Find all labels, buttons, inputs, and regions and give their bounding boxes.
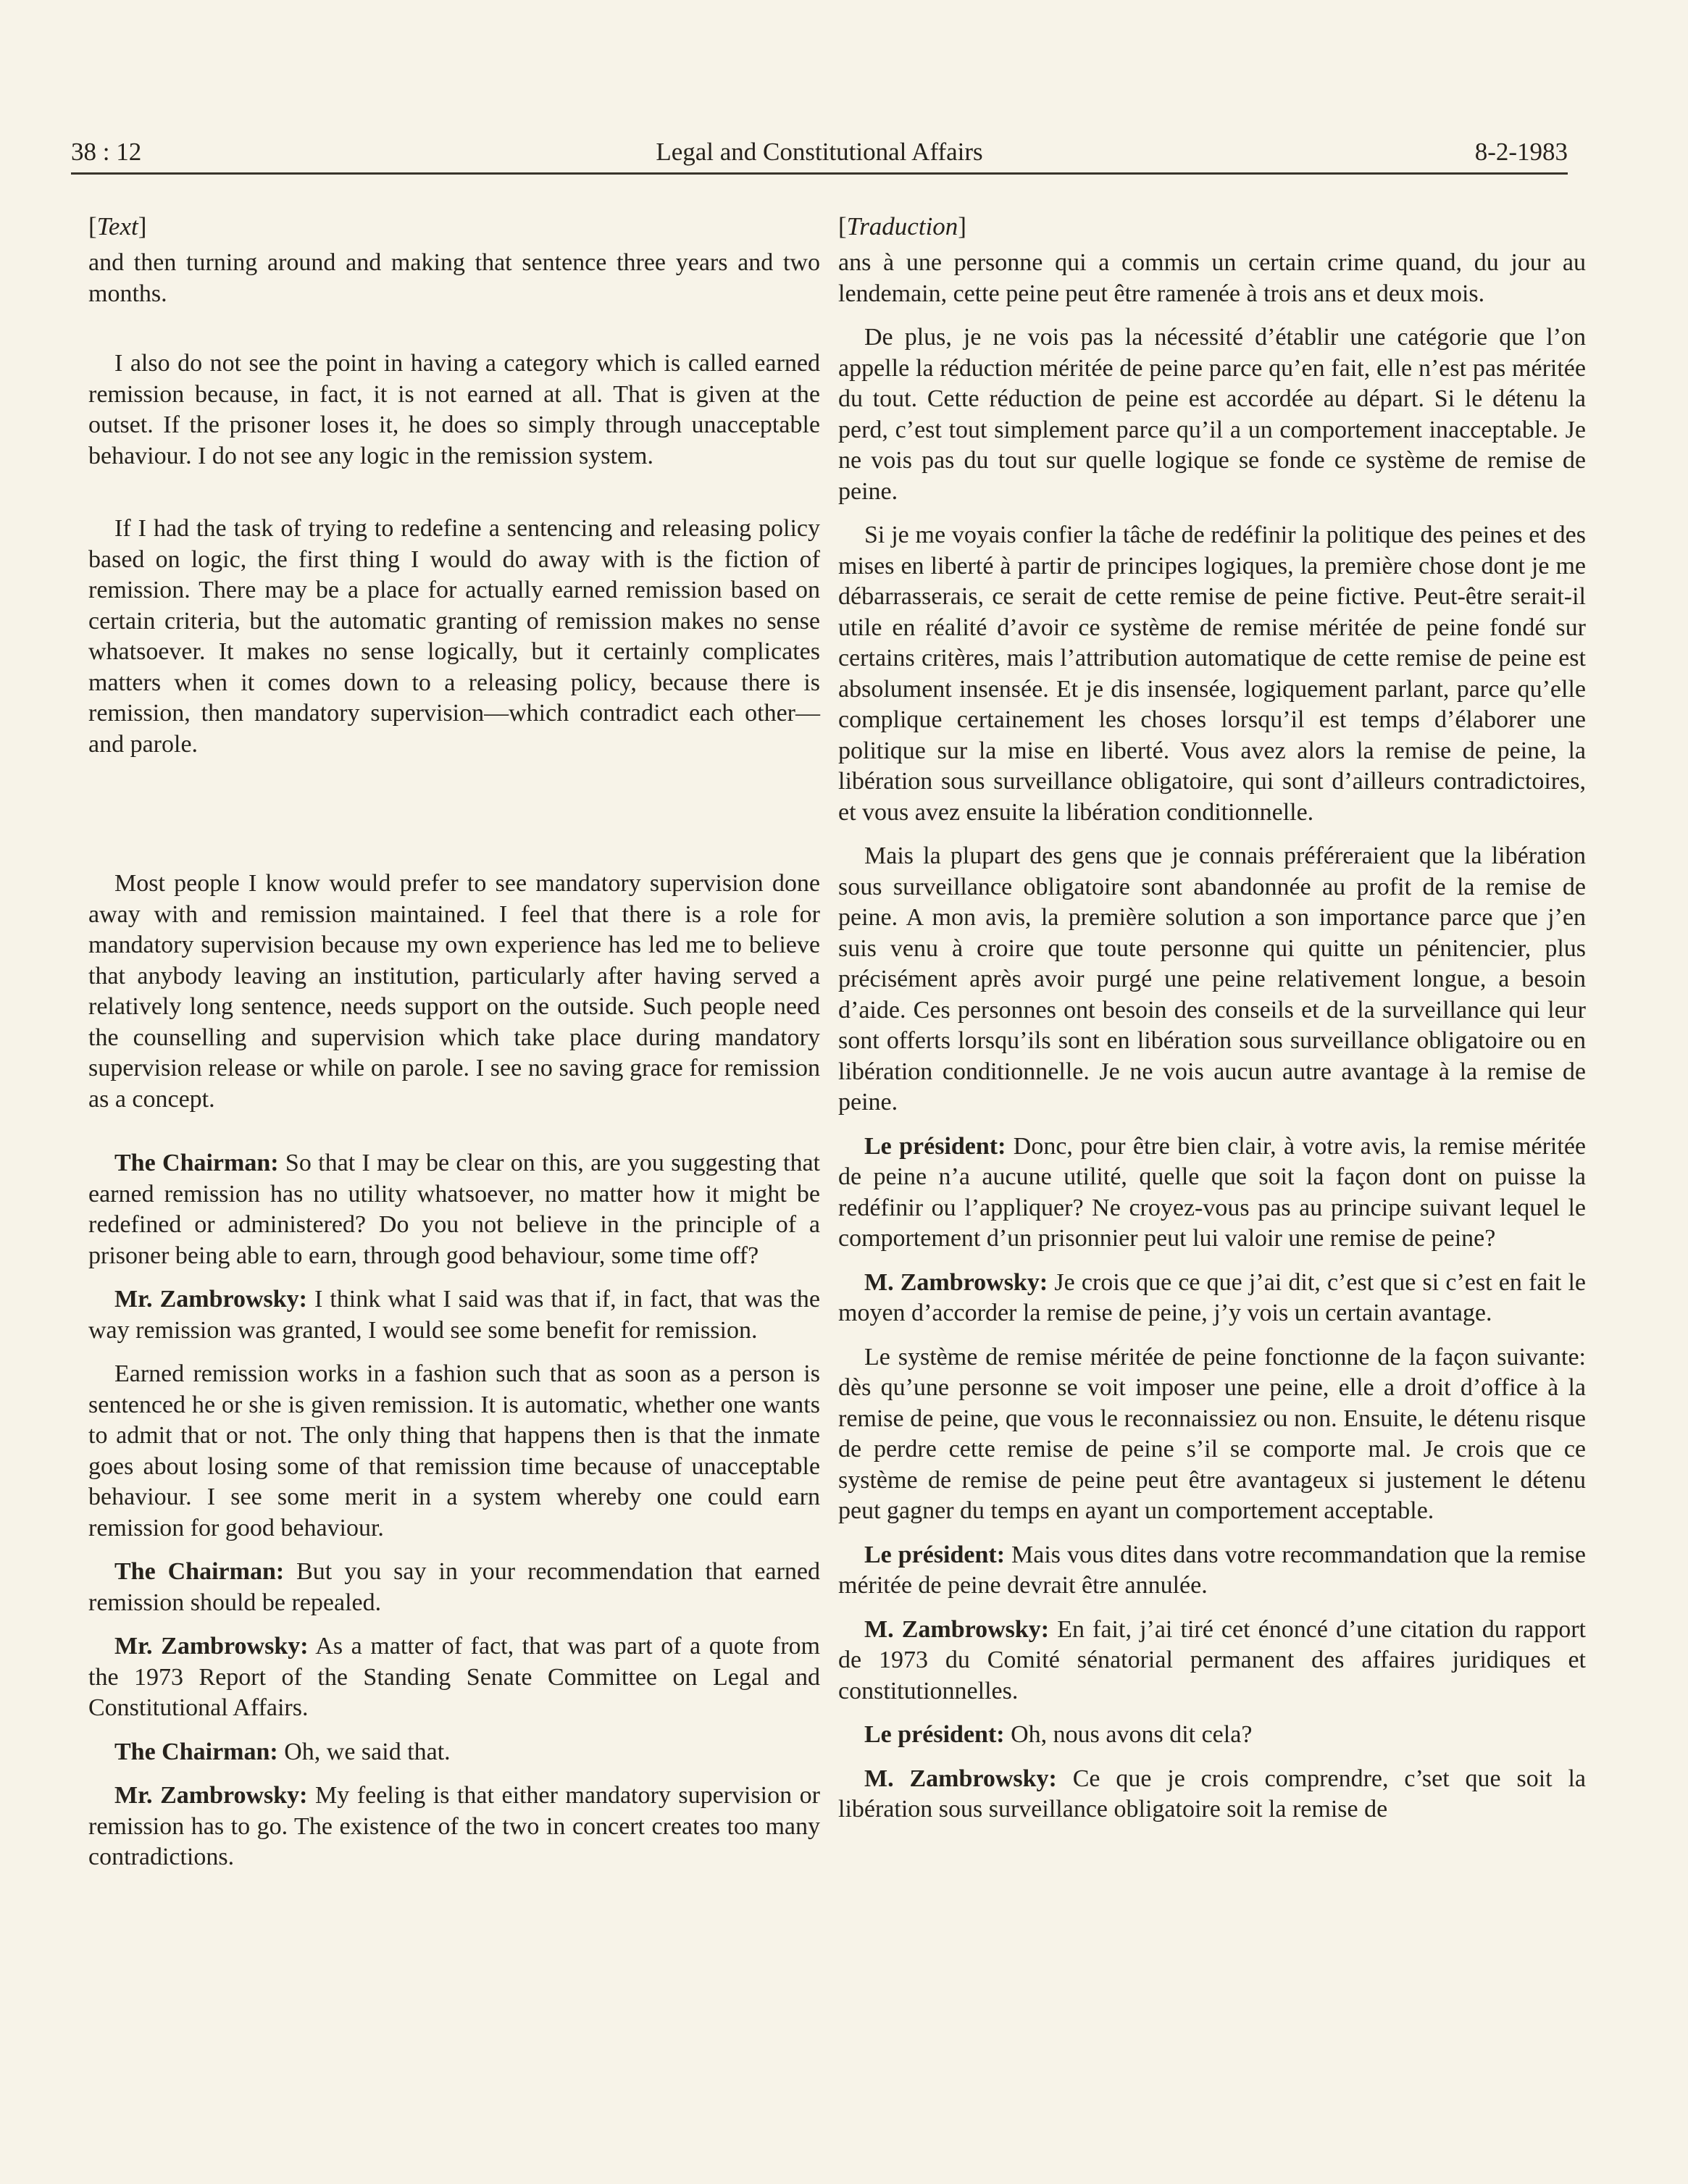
english-column: [88, 210, 820, 1873]
paragraph: I also do not see the point in having a category which is called earned remission because, in fact, it is not earned at all. That is given at the outset. If the prisoner loses it, he does so simply through unacceptable behaviour. I do not see any logic in the remission system.: [88, 350, 820, 469]
paragraph: If I had the task of trying to redefine a sentencing and releasing policy based on logic, the first thing I would do away with is the fiction of remission. There may be a place for actually earned remission based on certain criteria, but the automatic granting of remission makes no sense whatsoever. It makes no sense logically, but it certainly complicates matters when it comes down to a releasing policy, because there is remission, then mandatory supervision—which contradict each other—and parole.: [88, 515, 820, 758]
paragraph: Mais la plupart des gens que je connais préféreraient que la libération sous surveillance obligatoire sont abandonnée au profit de la remise de peine. A mon avis, la première solution a son importance parce que j’en suis venu à croire que toute personne qui quitte un pénitencier, plus précisément après avoir purgé une peine relativement longue, a besoin d’aide. Ces personnes ont besoin des conseils et de la surveillance qui leur sont offerts lorsqu’ils sont en libération sous surveillance obligatoire ou en libération conditionnelle. Je ne vois aucun autre avantage à la remise de peine.: [838, 842, 1586, 1116]
speaker-name: Le président:: [864, 1721, 1005, 1748]
speaker-name: Le président:: [864, 1132, 1006, 1160]
speaker-paragraph: [838, 1131, 1586, 1255]
speech-text: But you say in your recommendation that earned remission should be repealed.: [88, 1558, 821, 1616]
speaker-name: M. Zambrowsky:: [864, 1268, 1048, 1296]
speaker-name: Le président:: [864, 1541, 1006, 1568]
speech-text: Oh, we said that.: [277, 1738, 451, 1765]
running-title: Legal and Constitutional Affairs: [656, 138, 983, 166]
column-heading: [Traduction]: [838, 212, 966, 240]
paragraph: Si je me voyais confier la tâche de redéfinir la politique des peines et des mises en liberté à partir de principes logiques, la première chose dont je me débarrasserais, ce serait de cette remise de peine fictive. Peut-être serait-il utile en réalité d’avoir ce système de remise méritée de peine fondé sur certains critères, mais l’attribution automatique de cette remise de peine est absolument insensée. Et je dis insensée, logiquement parlant, parce qu’elle complique certainement les choses lorsqu’il est temps d’élaborer une politique sur la mise en liberté. Vous avez alors la remise de peine, la libération sous surveillance obligatoire, qui sont d’ailleurs contradictoires, et vous avez ensuite la libération conditionnelle.: [838, 522, 1586, 826]
speaker-paragraph: [838, 1764, 1586, 1825]
page-date: 8-2-1983: [1474, 138, 1568, 166]
speaker-name: Mr. Zambrowsky:: [114, 1782, 308, 1809]
speaker-name: The Chairman:: [114, 1558, 285, 1585]
paragraph: and then turning around and making that sentence three years and two months.: [88, 249, 820, 307]
speaker-paragraph: [88, 1737, 820, 1768]
speech-text: So that I may be clear on this, are you suggesting that earned remission has no utility whatsoever, no matter how it might be redefined or administered? Do you not believe in the principle of a prisoner being able to earn, through good behaviour, some time off?: [88, 1150, 821, 1269]
paragraph: Most people I know would prefer to see mandatory supervision done away with and remission maintained. I feel that there is a role for mandatory supervision because my own experience has led me to believe that anybody leaving an institution, particularly after having served a relatively long sentence, needs support on the outside. Such people need the counselling and supervision which take place during mandatory supervision release or while on parole. I see no saving grace for remission as a concept.: [88, 870, 820, 1113]
paragraph: ans à une personne qui a commis un certain crime quand, du jour au lendemain, cette peine peut être ramenée à trois ans et deux mois.: [838, 249, 1586, 307]
page-header: [71, 127, 1568, 175]
speaker-paragraph: [838, 1540, 1586, 1602]
speaker-paragraph: [88, 1284, 820, 1346]
speaker-paragraph: [838, 1615, 1586, 1707]
page-number: 38 : 12: [71, 138, 142, 166]
speaker-name: The Chairman:: [114, 1738, 278, 1765]
paragraph: Earned remission works in a fashion such that as soon as a person is sentenced he or she is given remission. It is automatic, whether one wants to admit that or not. The only thing that happens then is that the inmate goes about losing some of that remission time because of unacceptable behaviour. I see some merit in a system whereby one could earn remission for good behaviour.: [88, 1360, 820, 1541]
speech-text: I think what I said was that if, in fact, that was the way remission was granted, I would see some benefit for remission.: [88, 1286, 820, 1344]
speaker-name: Mr. Zambrowsky:: [114, 1286, 307, 1313]
speech-text: Donc, pour être bien clair, à votre avis, la remise méritée de peine n’a aucune utilité, quelle que soit la façon dont on puisse la redéfinir ou l’appliquer? Ne croyez-vous pas au principe suivant lequel le comportement d’un prisonnier peut lui valoir une remise de peine?: [838, 1132, 1586, 1252]
paragraph: De plus, je ne vois pas la nécessité d’établir une catégorie que l’on appelle la réduction méritée de peine parce qu’en fait, elle n’est pas méritée du tout. Cette réduction de peine est accordée au départ. Si le détenu la perd, c’est tout simplement parce qu’il a un comportement inacceptable. Je ne vois pas du tout sur quelle logique se fonde ce système de remise de peine.: [838, 324, 1586, 505]
speech-text: Ce que je crois comprendre, c’set que soit la libération sous surveillance obligatoire soit la remise de: [838, 1765, 1586, 1823]
column-heading-label: Traduction: [846, 212, 958, 240]
speaker-paragraph: [88, 1781, 820, 1873]
french-column: [838, 210, 1586, 1825]
speaker-paragraph: [88, 1148, 820, 1271]
speaker-name: The Chairman:: [114, 1150, 279, 1176]
speaker-name: M. Zambrowsky:: [864, 1615, 1050, 1643]
speech-text: Oh, nous avons dit cela?: [1004, 1721, 1253, 1748]
speaker-paragraph: [88, 1631, 820, 1724]
column-heading-label: Text: [96, 212, 138, 240]
speaker-paragraph: [838, 1268, 1586, 1329]
speech-text: En fait, j’ai tiré cet énoncé d’une citation du rapport de 1973 du Comité sénatorial permanent des affaires juridiques et constitutionnelles.: [838, 1615, 1586, 1704]
speaker-name: Mr. Zambrowsky:: [114, 1633, 309, 1660]
speech-text: As a matter of fact, that was part of a quote from the 1973 Report of the Standing Senate Committee on Legal and Constitutional Affairs.: [88, 1633, 821, 1721]
speaker-name: M. Zambrowsky:: [864, 1765, 1057, 1792]
speaker-paragraph: [838, 1720, 1586, 1751]
speaker-paragraph: [88, 1557, 820, 1618]
paragraph: Le système de remise méritée de peine fonctionne de la façon suivante: dès qu’une personne se voit imposer une peine, elle a droit d’office à la remise de peine, que vous le reconnaissiez ou non. Ensuite, le détenu risque de perdre cette remise de peine s’il se comporte mal. Je crois que ce système de remise de peine peut être avantageux si justement le détenu peut gagner du temps en ayant un comportement acceptable.: [838, 1343, 1586, 1524]
speech-text: Mais vous dites dans votre recommandation que la remise méritée de peine devrait être annulée.: [838, 1541, 1586, 1599]
speech-text: Je crois que ce que j’ai dit, c’est que si c’est en fait le moyen d’accorder la remise de peine, j’y vois un certain avantage.: [838, 1268, 1587, 1326]
speech-text: My feeling is that either mandatory supervision or remission has to go. The existence of the two in concert creates too many contradictions.: [88, 1782, 820, 1870]
column-heading: [Text]: [88, 212, 147, 240]
